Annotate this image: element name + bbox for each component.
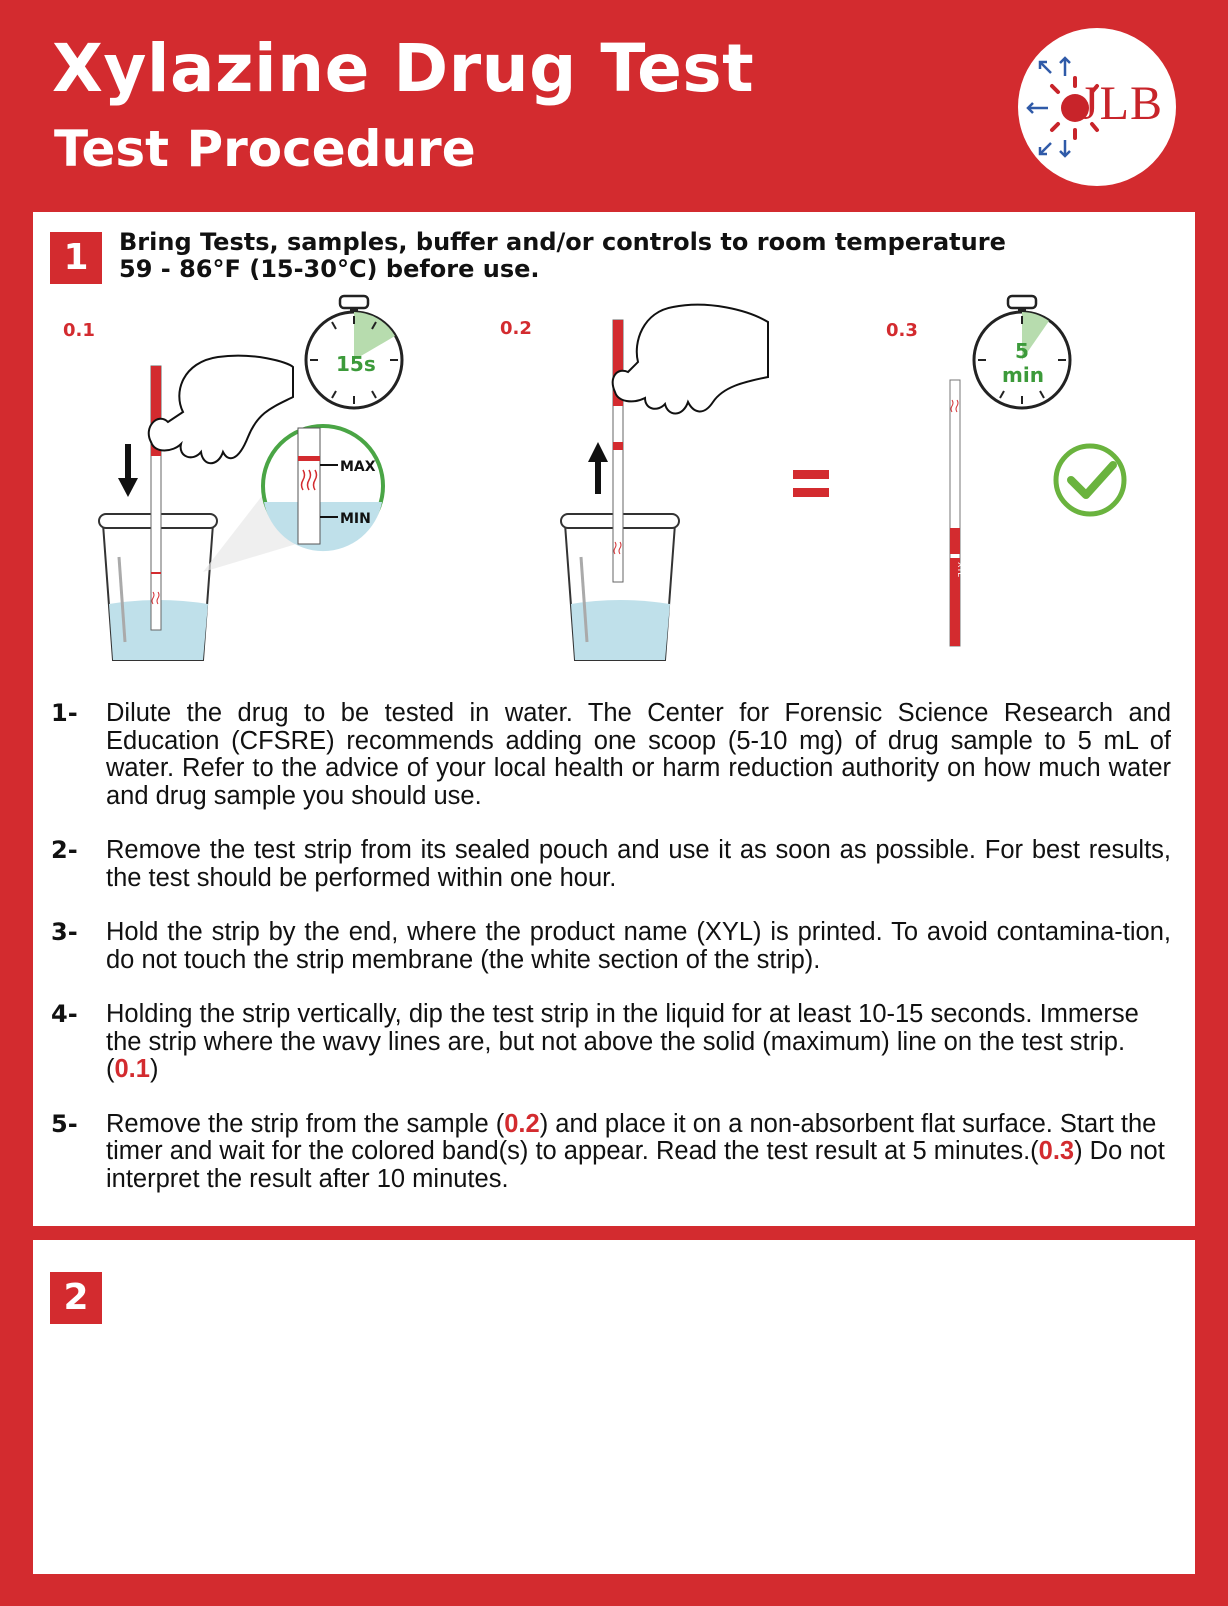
header bbox=[0, 0, 1228, 205]
section-number-1: 1 bbox=[50, 232, 102, 284]
timer-15s-text: 15s bbox=[336, 352, 376, 376]
min-label: MIN bbox=[340, 511, 371, 527]
step-text-part: Holding the strip vertically, dip the test strip in the liquid for at least 10-15 seconds. Immerse the strip where the wavy lines are, but not above the solid (maximum) line on the test strip. ( bbox=[106, 1000, 1139, 1083]
jlb-logo bbox=[1018, 28, 1176, 186]
figure-ref: 0.1 bbox=[114, 1055, 150, 1083]
test-strip-icon-2 bbox=[613, 320, 623, 582]
stopwatch-icon-5min bbox=[974, 296, 1070, 408]
step-text bbox=[106, 1001, 1171, 1084]
figure-ref: 0.2 bbox=[504, 1109, 540, 1138]
figure-label-0-1: 0.1 bbox=[63, 320, 95, 341]
step-text-part: ) and place it on a non-absorbent flat surface. Start the timer and wait for the colored band(s) to appear. Read the test result at 5 minutes.( bbox=[106, 1109, 1157, 1165]
step-2 bbox=[51, 837, 1171, 892]
step-number: 2- bbox=[51, 836, 78, 864]
heading-line-1: Bring Tests, samples, buffer and/or controls to room temperature bbox=[119, 228, 1006, 256]
hand-icon-1 bbox=[149, 356, 293, 464]
step-number: 1- bbox=[51, 699, 78, 727]
timer-min-text: min bbox=[1002, 363, 1044, 387]
step-3 bbox=[51, 919, 1171, 974]
strip-xyl-vertical: XYL bbox=[956, 562, 965, 577]
step-1 bbox=[51, 700, 1171, 810]
procedure-illustrations bbox=[33, 212, 1195, 682]
step-text: Hold the strip by the end, where the product name (XYL) is printed. To avoid contamina-tion, do not touch the strip membrane (the white section of the strip). bbox=[106, 918, 1171, 974]
up-arrow-icon bbox=[588, 442, 608, 494]
heading-line-2: 59 - 86°F (15-30°C) before use. bbox=[119, 255, 540, 283]
step-number: 3- bbox=[51, 918, 78, 946]
test-strip-icon-3 bbox=[950, 380, 965, 646]
result-panel bbox=[33, 1240, 1195, 1574]
max-label: MAX bbox=[340, 459, 376, 475]
procedure-steps bbox=[51, 700, 1171, 1220]
section-number-2: 2 bbox=[50, 1272, 102, 1324]
page-title: Xylazine Drug Test bbox=[52, 30, 755, 107]
figure-label-0-2: 0.2 bbox=[500, 318, 532, 339]
logo-text: JLB bbox=[1080, 77, 1164, 130]
step-text bbox=[106, 1111, 1171, 1194]
step-text: Dilute the drug to be tested in water. The Center for Forensic Science Research and Education (CFSRE) recommends adding one scoop (5-10 mg) of drug sample to 5 mL of water. Refer to the advice of your local health or harm reduction authority on how much water and drug sample you should use. bbox=[106, 699, 1171, 810]
step-text-part: ) bbox=[149, 1055, 159, 1083]
step-4 bbox=[51, 1001, 1171, 1084]
stopwatch-icon-15s bbox=[306, 296, 402, 408]
timer-5-text: 5 bbox=[1015, 339, 1029, 363]
test-strip-icon-1 bbox=[151, 366, 161, 630]
step-5 bbox=[51, 1111, 1171, 1194]
step-number: 4- bbox=[51, 1000, 78, 1028]
equals-icon bbox=[793, 470, 829, 497]
step-text-part: ) Do not interpret the result after 10 minutes. bbox=[106, 1137, 1165, 1193]
down-arrow-icon bbox=[118, 444, 138, 497]
figure-label-0-3: 0.3 bbox=[886, 320, 918, 341]
check-icon bbox=[1056, 446, 1124, 514]
step-text: Remove the test strip from its sealed pouch and use it as soon as possible. For best results, the test should be performed within one hour. bbox=[106, 836, 1171, 892]
figure-ref: 0.3 bbox=[1038, 1137, 1075, 1165]
step-number: 5- bbox=[51, 1109, 78, 1138]
step-text-part: Remove the strip from the sample ( bbox=[106, 1109, 505, 1138]
hand-icon-2 bbox=[613, 305, 768, 414]
procedure-panel bbox=[33, 212, 1195, 1226]
page-subtitle: Test Procedure bbox=[54, 120, 476, 178]
